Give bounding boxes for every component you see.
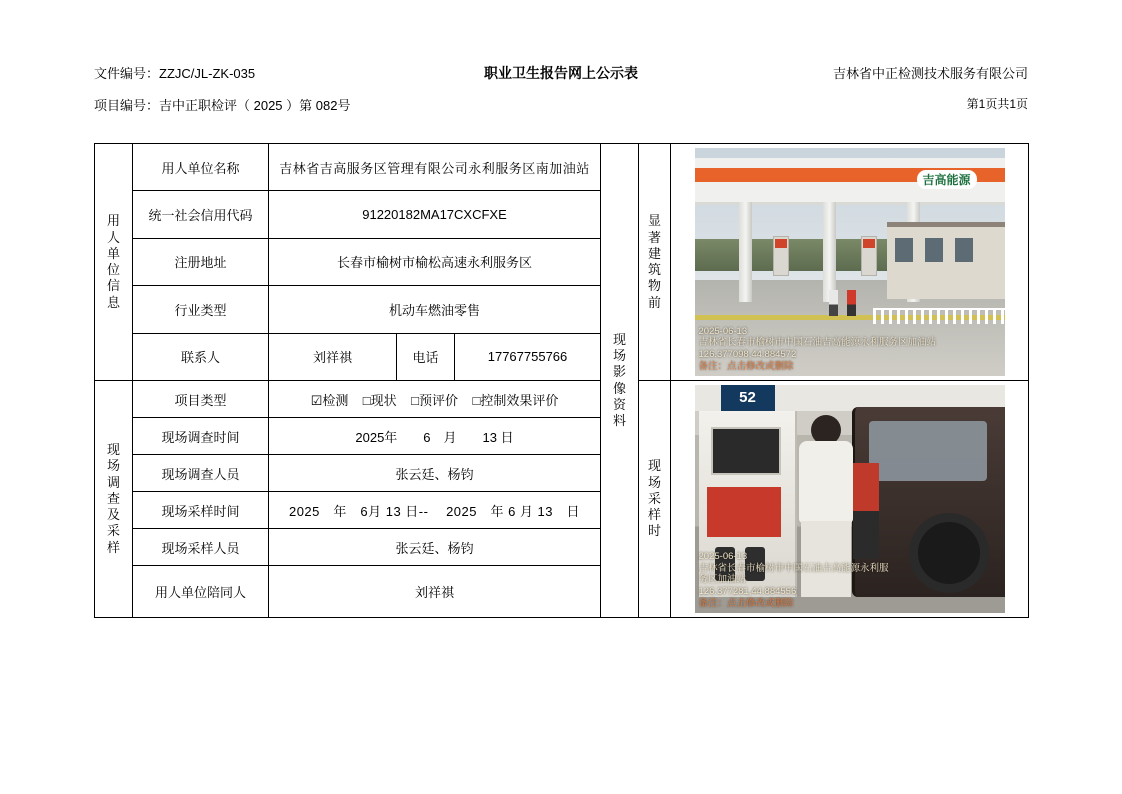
section-employer-info-label: 用人单位信息 (107, 213, 123, 310)
checkbox-option-control-effect[interactable]: □控制效果评价 (472, 392, 559, 408)
label-address: 注册地址 (133, 238, 269, 285)
photo2-vehicle-window (869, 421, 987, 481)
photo2-dispenser-panel (707, 487, 781, 537)
photo-sampling (671, 381, 1029, 618)
photo1-stamp-date: 2025-06-13 (698, 325, 748, 337)
checkbox-option-pre-evaluation[interactable]: □预评价 (411, 392, 458, 408)
value-survey-time: 2025年 6 月 13 日 (269, 418, 601, 455)
value-project-type (269, 381, 601, 418)
section-media-label: 现场影像资料 (613, 331, 629, 428)
label-employer-name: 用人单位名称 (133, 144, 269, 191)
photo2-image (695, 385, 1005, 613)
photo2-dispenser-display (711, 427, 781, 475)
project-number: 项目编号：吉中正职检评（ 2025 ）第 082号 (94, 98, 351, 113)
section-survey (95, 381, 133, 618)
value-sampling-time: 2025 年 6月 13 日-- 2025 年 6 月 13 日 (269, 492, 601, 529)
section-employer-info (95, 144, 133, 381)
photo1-stamp-note: 备注：点击修改或删除 (698, 361, 794, 373)
label-contact: 联系人 (133, 333, 269, 380)
label-survey-staff: 现场调查人员 (133, 455, 269, 492)
value-accompany-person: 刘祥祺 (269, 566, 601, 618)
photo1-person (829, 290, 838, 316)
photo1-fuel-dispenser (773, 236, 789, 276)
section-photo2-label-cell (639, 381, 671, 618)
value-employer-name: 吉林省吉高服务区管理有限公司永利服务区南加油站 (269, 144, 601, 191)
checkbox-option-status[interactable]: □现状 (362, 392, 397, 408)
value-contact: 刘祥祺 (269, 333, 397, 380)
label-sampling-staff: 现场采样人员 (133, 529, 269, 566)
photo1-window (955, 238, 973, 262)
photo1-person (847, 290, 856, 316)
photo1-watermark (699, 326, 937, 374)
photo2-attendant (853, 463, 879, 559)
value-survey-staff: 张云廷、杨钧 (269, 455, 601, 492)
table-row (95, 144, 1029, 191)
photo2-worker-body (799, 441, 853, 523)
photo1-canopy (695, 158, 1005, 205)
photo2-watermark (699, 551, 889, 610)
issuing-company: 吉林省中正检测技术服务有限公司 (832, 66, 1028, 81)
section-survey-label: 现场调查及采样 (107, 442, 123, 555)
photo1-fence (873, 308, 1005, 324)
document-number: 文件编号：ZZJC/JL-ZK-035 (94, 66, 256, 81)
value-phone: 17767755766 (455, 333, 601, 380)
label-project-type: 项目类型 (133, 381, 269, 418)
photo2-stamp-location: 吉林省长春市榆树市中国石油吉高能源永利服 (698, 562, 889, 574)
label-phone: 电话 (397, 333, 455, 380)
photo1-image (695, 148, 1005, 376)
photo2-stamp-coords: 126.377281,44.884556 (698, 586, 797, 598)
photo1-stamp-coords: 126.377098,44.884572 (698, 349, 797, 361)
page-title: 职业卫生报告网上公示表 (484, 65, 638, 81)
section-media (601, 144, 639, 618)
label-sampling-time: 现场采样时间 (133, 492, 269, 529)
value-sampling-staff: 张云廷、杨钧 (269, 529, 601, 566)
checkbox-option-detection[interactable]: ☑检测 (310, 392, 349, 408)
photo1-stamp-location: 吉林省长春市榆树市中国石油吉高能源永利服务区加油站 (698, 337, 937, 349)
label-accompany-person: 用人单位陪同人 (133, 566, 269, 618)
photo2-vehicle-wheel (909, 513, 989, 593)
photo-building-front (671, 144, 1029, 381)
photo1-window (895, 238, 913, 262)
photo1-column (739, 202, 752, 302)
value-address: 长春市榆树市榆松高速永利服务区 (269, 238, 601, 285)
section-photo1-label: 显著建筑物前 (648, 213, 664, 310)
photo2-stamp-date: 2025-06-13 (698, 550, 748, 562)
photo2-stamp-location-cont: 务区加油站 (698, 574, 747, 586)
public-disclosure-table (94, 143, 1029, 618)
value-credit-code: 91220182MA17CXCFXE (269, 191, 601, 238)
photo1-fuel-dispenser (861, 236, 877, 276)
section-photo1-label-cell (639, 144, 671, 381)
photo2-pump-number: 52 (721, 385, 775, 413)
photo2-stamp-note: 备注：点击修改或删除 (698, 598, 794, 610)
label-credit-code: 统一社会信用代码 (133, 191, 269, 238)
value-industry: 机动车燃油零售 (269, 286, 601, 333)
photo1-column (823, 202, 836, 302)
photo1-window (925, 238, 943, 262)
label-industry: 行业类型 (133, 286, 269, 333)
section-photo2-label: 现场采样时 (648, 458, 664, 539)
photo1-brand-logo: 吉高能源 (917, 170, 977, 189)
label-survey-time: 现场调查时间 (133, 418, 269, 455)
table-row (95, 381, 1029, 418)
page-indicator: 第1页共1页 (966, 97, 1028, 111)
